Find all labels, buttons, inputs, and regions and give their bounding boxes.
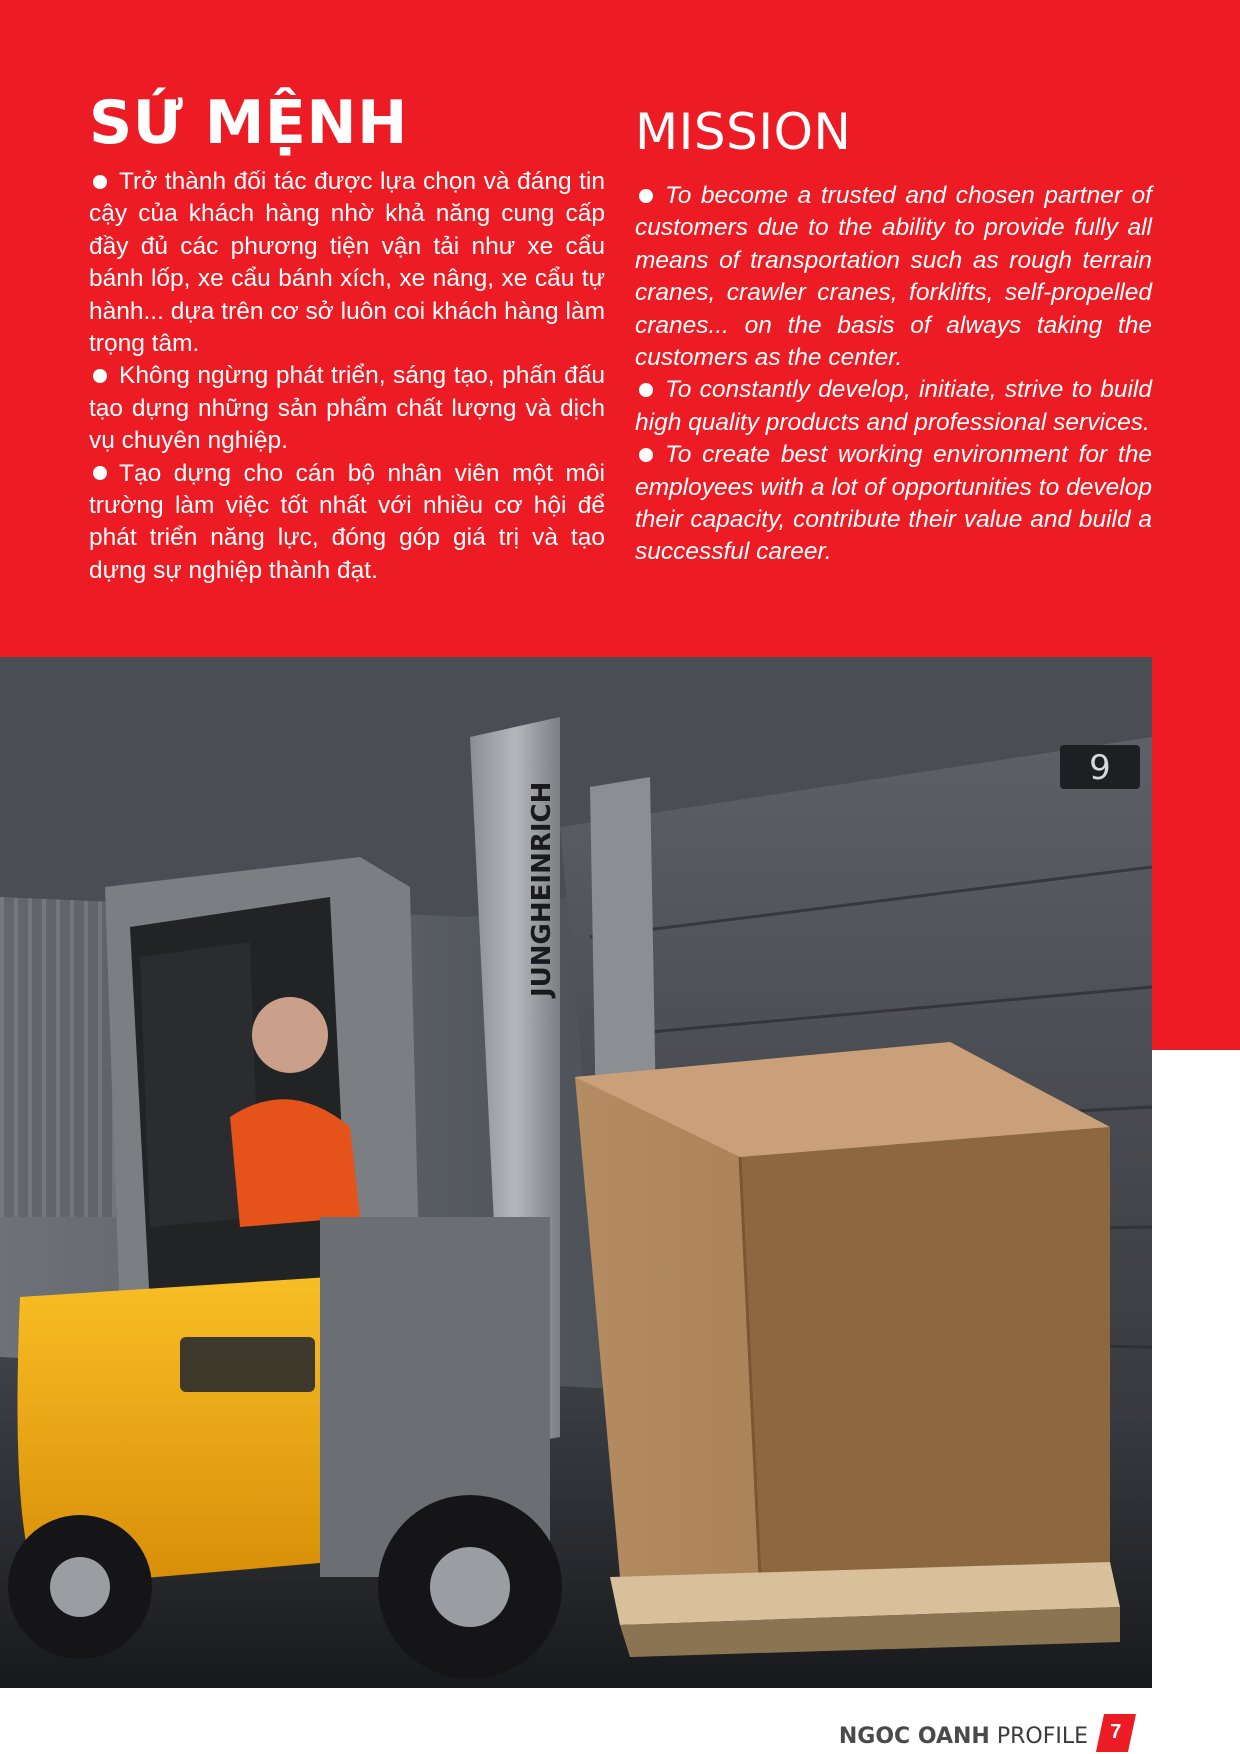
vi-bullet-3: Tạo dựng cho cán bộ nhân viên một môi trường làm việc tốt nhất với nhiều cơ hội để phát triển năng lực, đóng góp giá trị và tạo dựng sự nghiệp thành đạt. <box>89 459 605 584</box>
forklift-warehouse-photo <box>0 657 1152 1688</box>
footer-brand <box>839 1724 1088 1749</box>
en-bullet-3: To create best working environment for the employees with a lot of opportunities to develop their capacity, contribute their value and build a successful career. <box>635 441 1152 566</box>
en-bullet-1: To become a trusted and chosen partner of customers due to the ability to provide fully all means of transportation such as rough terrain cranes, crawler cranes, forklifts, self-propelled cranes... on the basis of always taking the customers as the center. <box>635 182 1152 372</box>
bullet-dot <box>93 466 107 480</box>
vi-bullet-1: Trở thành đối tác được lựa chọn và đáng tin cậy của khách hàng nhờ khả năng cung cấp đầy đủ các phương tiện vận tải như xe cẩu bánh lốp, xe cẩu bánh xích, xe nâng, xe cẩu tự hành... dựa trên cơ sở luôn coi khách hàng làm trọng tâm. <box>89 168 605 358</box>
bullet-dot <box>93 175 107 189</box>
mast-brand-text: JUNGHEINRICH <box>527 781 557 997</box>
door-number-plate <box>1060 745 1140 789</box>
door-number: 9 <box>1089 748 1111 788</box>
en-mission-title: MISSION <box>635 103 852 161</box>
bullet-dot <box>639 448 653 462</box>
bullet-dot <box>93 369 107 383</box>
en-bullet-2: To constantly develop, initiate, strive to build high quality products and professional services. <box>635 376 1152 436</box>
vi-mission-title: SỨ MỆNH <box>89 88 408 158</box>
page-footer <box>840 1722 1140 1754</box>
english-mission-column <box>635 100 1152 569</box>
vietnamese-mission-column <box>89 88 605 587</box>
wooden-pallet <box>610 1562 1120 1657</box>
bullet-dot <box>639 383 653 397</box>
footer-brand-bold: NGOC OANH <box>838 1724 990 1749</box>
cardboard-box <box>575 1042 1110 1577</box>
page-number-badge <box>1096 1714 1136 1752</box>
vi-bullet-2: Không ngừng phát triển, sáng tạo, phấn đấu tạo dựng những sản phẩm chất lượng và dịch vụ chuyên nghiệp. <box>89 362 605 455</box>
page-number: 7 <box>1110 1721 1122 1743</box>
footer-brand-rest: PROFILE <box>996 1724 1088 1749</box>
driver-head <box>252 997 328 1073</box>
bullet-dot <box>639 189 653 203</box>
